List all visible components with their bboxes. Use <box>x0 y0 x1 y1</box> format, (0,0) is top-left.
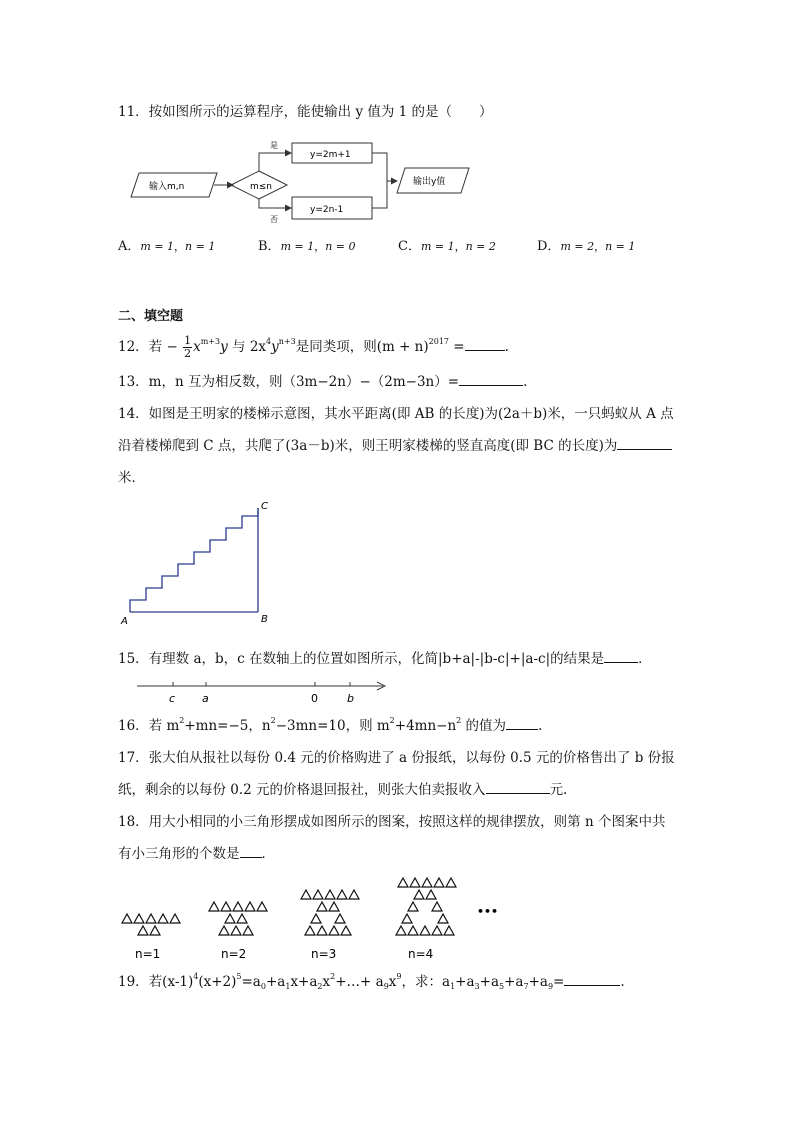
q19: 19．若$(x-1)^4(x+2)^5=a_0+a_1x+a_2x^2+\dots+ a_9x^9$，求：$a_1+a_3+a_5+a_7+a_9=$ . <box>118 972 625 991</box>
pattern-n1 <box>122 914 180 935</box>
q16: 16．若 $m^2+mn=-5$，$n^2-3mn=10$，则 $m^2+4mn-n^2$ 的值为 . <box>118 716 543 734</box>
axis-label-zero: 0 <box>311 692 318 705</box>
flow-decision-label: m≤n <box>250 182 273 192</box>
q14-line2: 沿着楼梯爬到 C 点，共爬了(3a－b)米，则王明家楼梯的竖直高度(即 BC 的长度)为 <box>118 437 672 455</box>
q13: 13．m，n 互为相反数，则（3m−2n）−（2m−3n）= . <box>118 374 528 390</box>
flow-input-label: 输入m,n <box>149 182 185 192</box>
axis-label-c: c <box>169 692 176 705</box>
caption-n3: n=3 <box>311 947 337 961</box>
axis-label-a: a <box>202 692 209 705</box>
caption-n1: n=1 <box>135 947 161 961</box>
q14-line1: 14．如图是王明家的楼梯示意图，其水平距离(即 AB 的长度)为(2a＋b)米，一只蚂蚁从 A 点 <box>118 406 674 422</box>
q12-blank[interactable] <box>465 338 505 351</box>
q18-blank[interactable] <box>240 845 262 858</box>
q18-line2: 有小三角形的个数是 ． <box>118 846 275 862</box>
q11-option-d: D．m = 2，n = 1 <box>537 239 636 254</box>
q14-staircase <box>118 498 278 628</box>
q12: 12．若 − $\frac{1}{2}$ $x^{m+3}y$ 与 $2x^4y^{n+3}$是同类项，则$(m + n)^{2017}$ = . <box>118 334 509 360</box>
caption-n2: n=2 <box>221 947 247 961</box>
q15: 15．有理数 a，b，c 在数轴上的位置如图所示，化简|b+a|-|b-c|+|a-c|的结果是 ． <box>118 651 652 667</box>
pattern-n2 <box>209 902 267 935</box>
pattern-n3 <box>301 890 359 935</box>
q18-line1: 18．用大小相同的小三角形摆成如图所示的图案，按照这样的规律摆放，则第 n 个图案中共 <box>118 814 666 830</box>
q17-line2: 纸，剩余的以每份 0.2 元的价格退回报社，则张大伯卖报收入 元. <box>118 782 568 798</box>
flow-output-label: 输出y值 <box>413 177 446 187</box>
q18-triangle-patterns <box>115 872 505 964</box>
q11-stem: 11．按如图所示的运算程序，能使输出 y 值为 1 的是（ ） <box>118 104 493 120</box>
pattern-n4 <box>396 878 456 935</box>
flow-bottom-label: y=2n-1 <box>310 205 344 215</box>
flow-yes-label: 是 <box>270 141 278 150</box>
q15-blank[interactable] <box>604 650 638 663</box>
q17-line1: 17．张大伯从报社以每份 0.4 元的价格购进了 a 份报纸，以每份 0.5 元的价格售出了 b 份报 <box>118 750 675 766</box>
caption-n4: n=4 <box>408 947 434 961</box>
pattern-ellipsis: ••• <box>477 905 499 918</box>
section-title: 二、填空题 <box>118 309 184 324</box>
flow-top-label: y=2m+1 <box>310 150 351 160</box>
q11-option-c: C．m = 1，n = 2 <box>398 239 496 254</box>
q14-blank[interactable] <box>617 437 672 450</box>
axis-label-b: b <box>347 692 354 705</box>
label-C: C <box>261 501 268 512</box>
q11-option-a: A．m = 1，n = 1 <box>118 239 216 254</box>
q19-blank[interactable] <box>564 973 620 986</box>
q17-blank[interactable] <box>486 781 550 794</box>
flow-no-label: 否 <box>270 215 278 224</box>
label-B: B <box>261 614 268 625</box>
q11-flowchart <box>125 135 475 227</box>
q14-line3: 米． <box>118 470 145 486</box>
q15-number-line <box>135 678 391 706</box>
q16-blank[interactable] <box>506 717 538 730</box>
q11-option-b: B．m = 1，n = 0 <box>258 239 356 254</box>
label-A: A <box>121 616 128 627</box>
stair-steps <box>130 508 258 612</box>
q13-blank[interactable] <box>459 373 523 386</box>
